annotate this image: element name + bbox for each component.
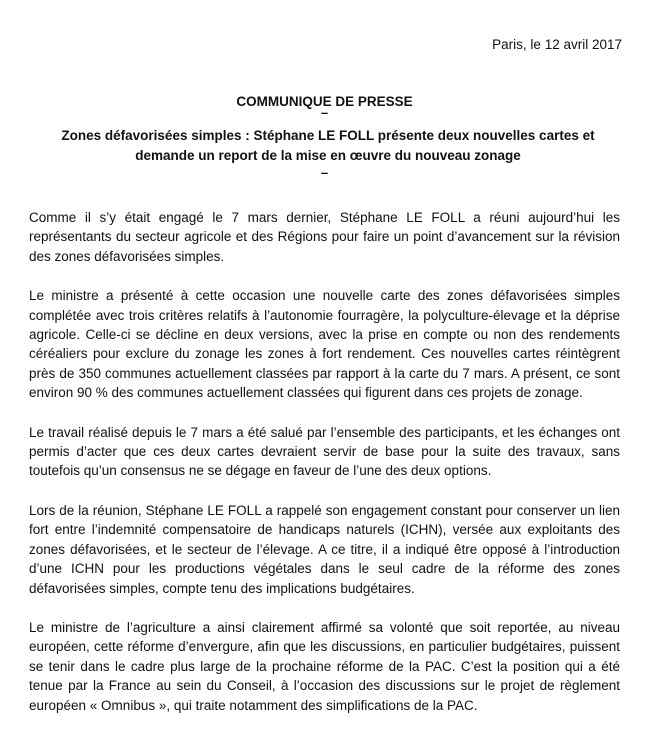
title-separator: –: [320, 105, 329, 120]
document-title: COMMUNIQUE DE PRESSE: [236, 94, 413, 109]
subtitle-separator: –: [320, 165, 329, 180]
document-body: [29, 208, 620, 735]
paragraph-2: Le ministre a présenté à cette occasion une nouvelle carte des zones défavorisées simples complétée avec trois critères relatifs à l’autonomie fourragère, la polyculture-élevage et la déprise agricole. Celle-ci se décline en deux versions, avec la prise en compte ou non des rendements céréaliers pour exclure du zonage les zones à fort rendement. Ces nouvelles cartes réintègrent près de 350 communes actuellement classées par rapport à la carte du 7 mars. A présent, ce sont environ 90 % des communes actuellement classées qui figurent dans ces projets de zonage.: [29, 288, 620, 401]
paragraph-4: Lors de la réunion, Stéphane LE FOLL a rappelé son engagement constant pour conserver un lien fort entre l’indemnité compensatoire de handicaps naturels (ICHN), versée aux exploitants des zones défavorisées, et le secteur de l’élevage. A ce titre, il a indiqué être opposé à l’introduction d’une ICHN pour les productions végétales dans le seul cadre de la réforme des zones défavorisées simples, compte tenu des implications budgétaires.: [29, 502, 620, 596]
document-subtitle: Zones défavorisées simples : Stéphane LE FOLL présente deux nouvelles cartes et demande un report de la mise en œuvre du nouveau zonage: [61, 128, 595, 163]
document-date: Paris, le 12 avril 2017: [492, 37, 622, 52]
paragraph-5: Le ministre de l’agriculture a ainsi clairement affirmé sa volonté que soit reportée, au niveau européen, cette réforme d’envergure, afin que les discussions, en particulier budgétaires, puissent se tenir dans le cadre plus large de la prochaine réforme de la PAC. C’est la position qui a été tenue par la France au sein du Conseil, à l’occasion des discussions sur le projet de règlement européen « Omnibus », qui traite notamment des simplifications de la PAC.: [29, 619, 620, 713]
paragraph-3: Le travail réalisé depuis le 7 mars a été salué par l’ensemble des participants, et les échanges ont permis d’acter que ces deux cartes devraient servir de base pour la suite des travaux, sans toutefois qu’un consensus ne se dégage en faveur de l’une des deux options.: [29, 424, 620, 479]
paragraph-1: Comme il s’y était engagé le 7 mars dernier, Stéphane LE FOLL a réuni aujourd’hui les représentants du secteur agricole et des Régions pour faire un point d’avancement sur la révision des zones défavorisées simples.: [29, 210, 620, 264]
